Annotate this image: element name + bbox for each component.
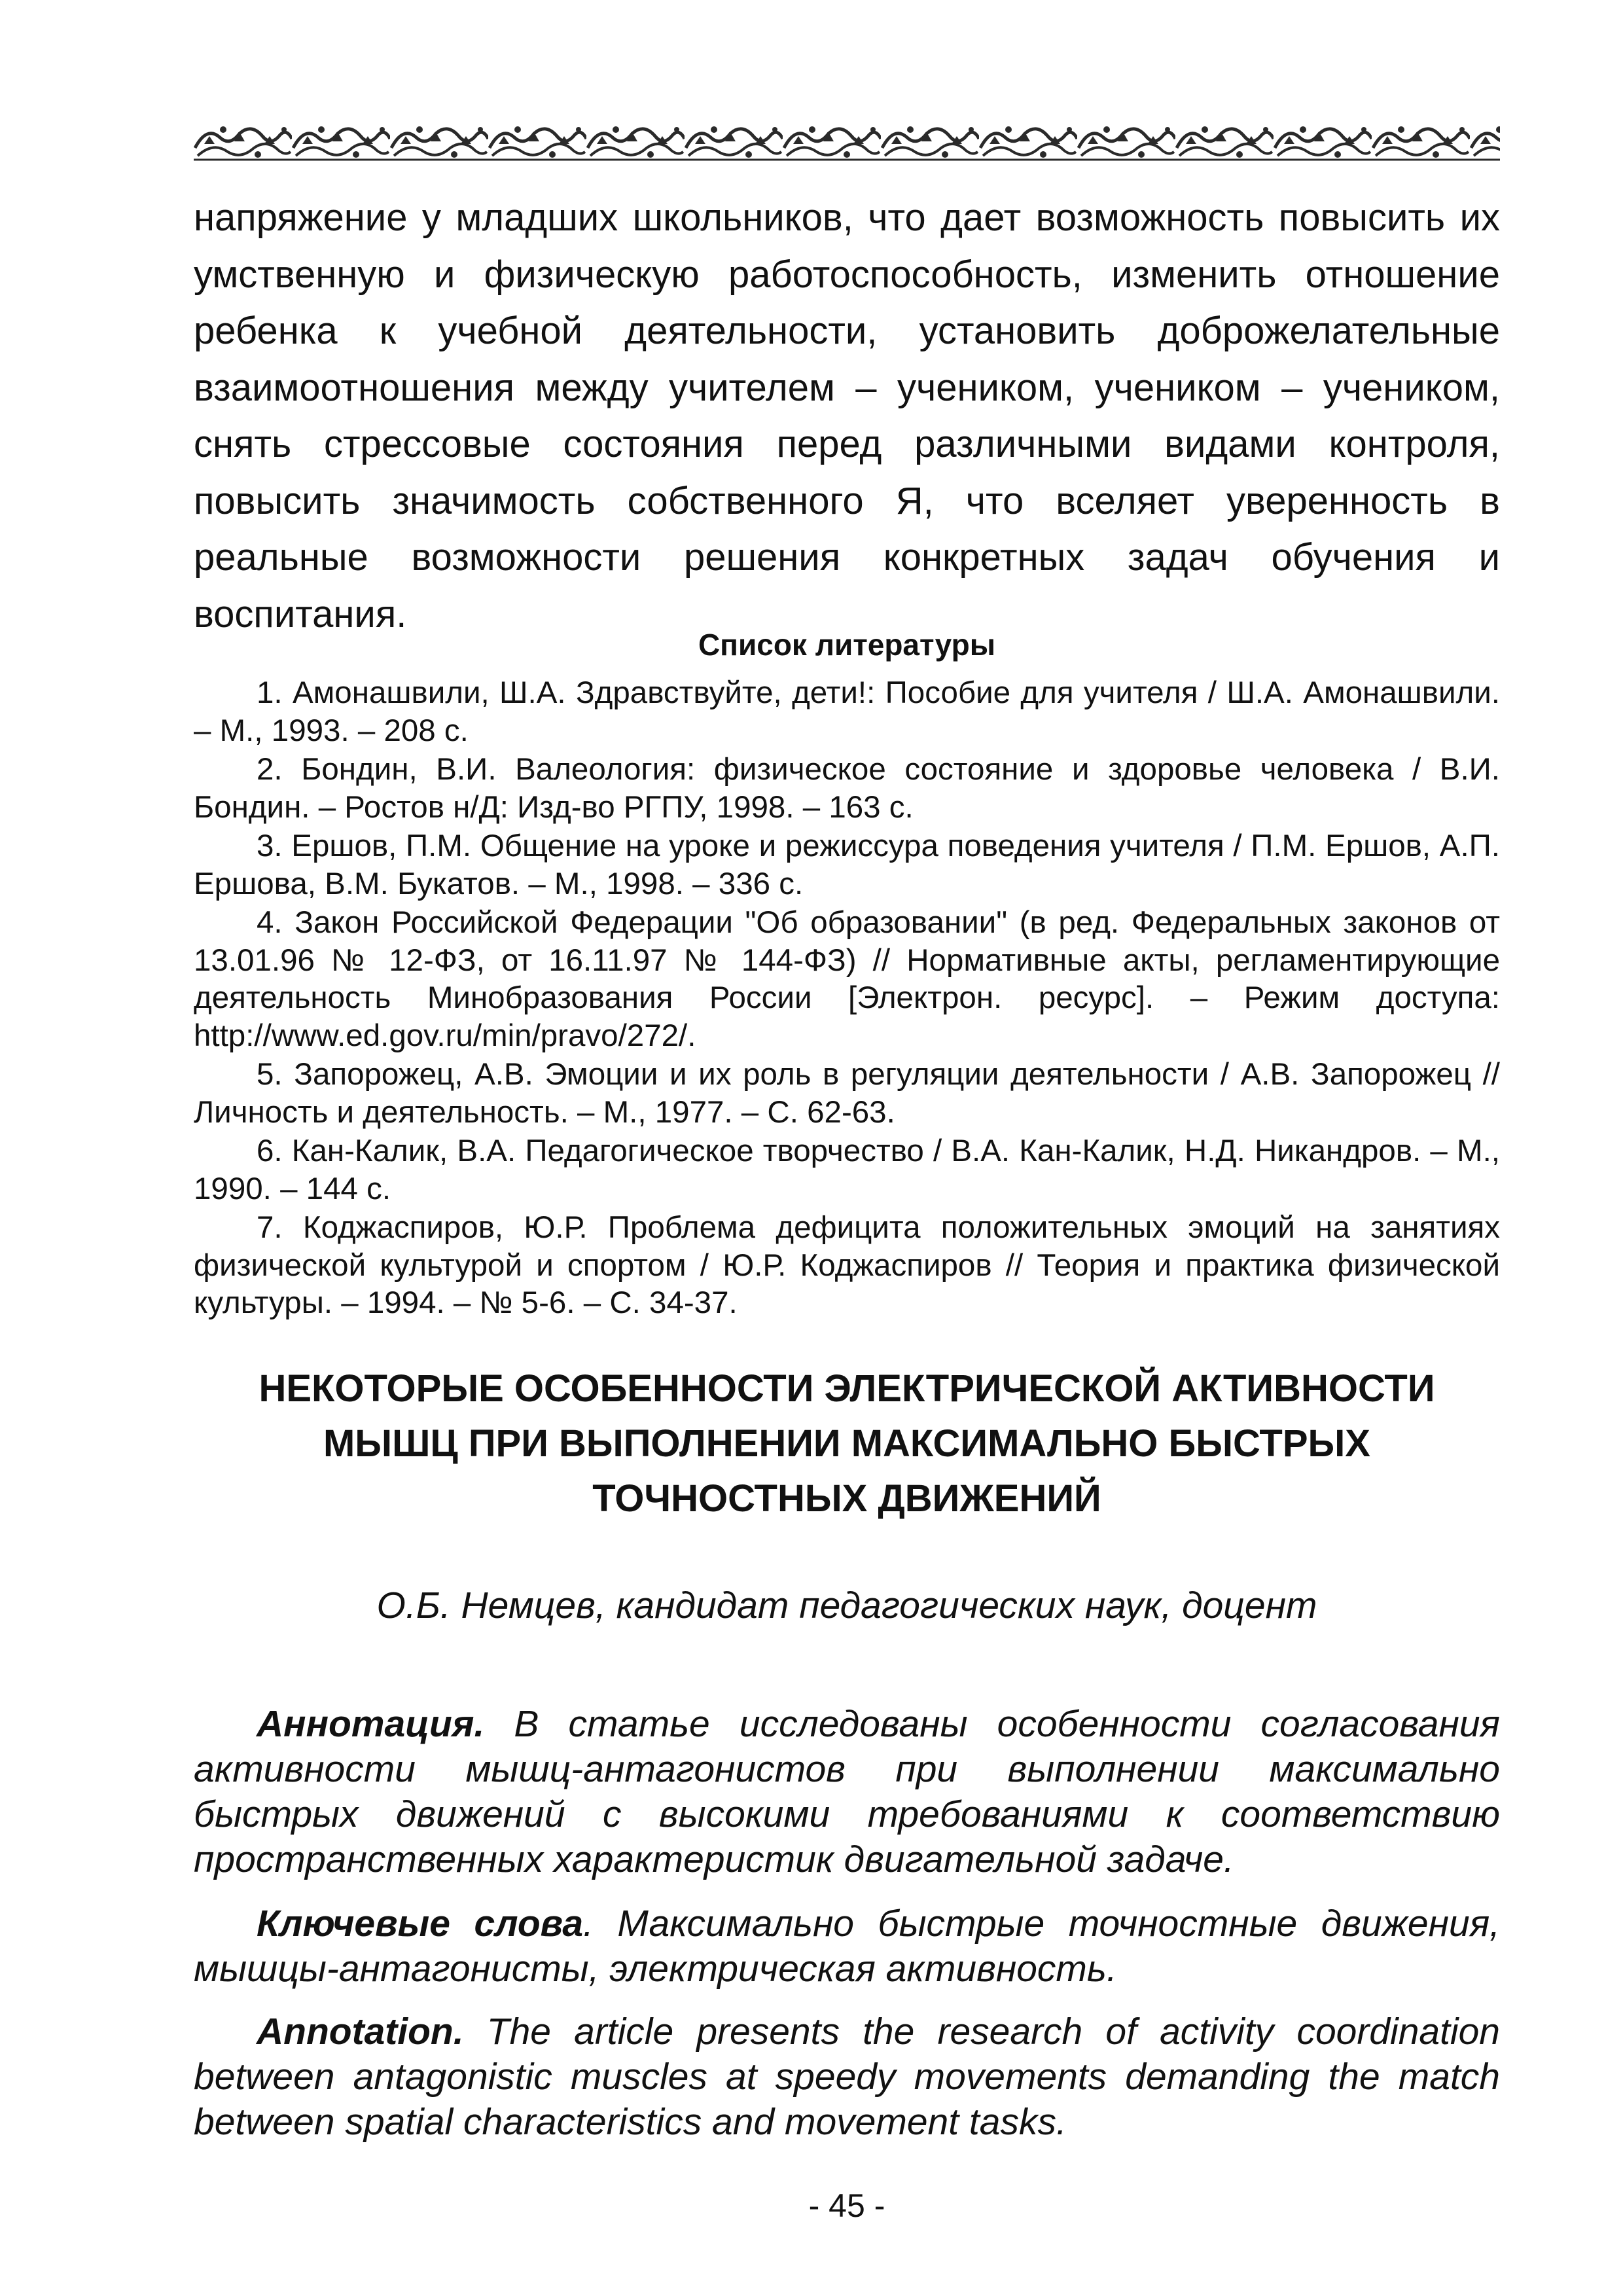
decorative-ornament-border <box>194 122 1500 162</box>
reference-item: 7. Коджаспиров, Ю.Р. Проблема дефицита положительных эмоций на занятиях физической культурой и спортом / Ю.Р. Коджаспиров // Теория и практика физической культуры. – 1994. – № 5-6. – С. 34-37. <box>194 1210 1500 1320</box>
reference-item: 4. Закон Российской Федерации "Об образовании" (в ред. Федеральных законов от 13.01.96 № 12-ФЗ, от 16.11.97 № 144-ФЗ) // Нормативные акты, регламентирующие деятельность Минобразования России [Электрон. ресурс]. – Режим доступа: http://www.ed.gov.ru/min/pravo/272/. <box>194 905 1500 1053</box>
keywords-text: . Максимально быстрые точностные движения, мышцы-антагонисты, электрическая активность. <box>194 1903 1500 1990</box>
title-line: НЕКОТОРЫЕ ОСОБЕННОСТИ ЭЛЕКТРИЧЕСКОЙ АКТИВНОСТИ <box>259 1367 1435 1410</box>
article-title <box>194 1361 1500 1526</box>
intro-paragraph: напряжение у младших школьников, что дает возможность повысить их умственную и физическую работоспособность, изменить отношение ребенка к учебной деятельности, установить доброжелательные взаимоотношения между учителем – учеником, учеником – учеником, снять стрессовые состояния перед различными видами контроля, повысить значимость собственного Я, что вселяет уверенность в реальные возможности решения конкретных задач обучения и воспитания. <box>194 196 1500 636</box>
reference-item: 5. Запорожец, А.В. Эмоции и их роль в регуляции деятельности / А.В. Запорожец // Личность и деятельность. – М., 1977. – С. 62-63. <box>194 1057 1500 1130</box>
reference-item: 3. Ершов, П.М. Общение на уроке и режиссура поведения учителя / П.М. Ершов, А.П. Ершова, В.М. Букатов. – М., 1998. – 336 с. <box>194 829 1500 901</box>
annotation-text: The article presents the research of activity coordination between antagonistic muscles at speedy movements demanding the match between spatial characteristics and movement tasks. <box>194 2011 1500 2143</box>
references-heading: Список литературы <box>698 628 996 662</box>
article-author: О.Б. Немцев, кандидат педагогических наук, доцент <box>376 1585 1317 1626</box>
reference-item: 6. Кан-Калик, В.А. Педагогическое творчество / В.А. Кан-Калик, Н.Д. Никандров. – М., 1990. – 144 с. <box>194 1134 1500 1206</box>
page-number: - 45 - <box>808 2187 885 2224</box>
title-line: ТОЧНОСТНЫХ ДВИЖЕНИЙ <box>592 1477 1101 1520</box>
abstract-text: В статье исследованы особенности согласования активности мышц-антагонистов при выполнении максимально быстрых движений с высокими требованиями к соответствию пространственных характеристик двигательной задаче. <box>194 1703 1500 1880</box>
abstract-en <box>194 2009 1500 2145</box>
abstract-ru <box>194 1702 1500 1882</box>
reference-item: 1. Амонашвили, Ш.А. Здравствуйте, дети!: Пособие для учителя / Ш.А. Амонашвили. – М., 1993. – 208 с. <box>194 675 1500 748</box>
keywords <box>194 1901 1500 1992</box>
reference-item: 2. Бондин, В.И. Валеология: физическое состояние и здоровье человека / В.И. Бондин. – Ростов н/Д: Изд-во РГПУ, 1998. – 163 с. <box>194 752 1500 825</box>
references-list <box>194 674 1500 1323</box>
keywords-label: Ключевые слова <box>257 1903 584 1945</box>
abstract-label: Аннотация. <box>257 1703 485 1745</box>
title-line: МЫШЦ ПРИ ВЫПОЛНЕНИИ МАКСИМАЛЬНО БЫСТРЫХ <box>323 1422 1370 1465</box>
annotation-label: Annotation. <box>257 2011 464 2053</box>
